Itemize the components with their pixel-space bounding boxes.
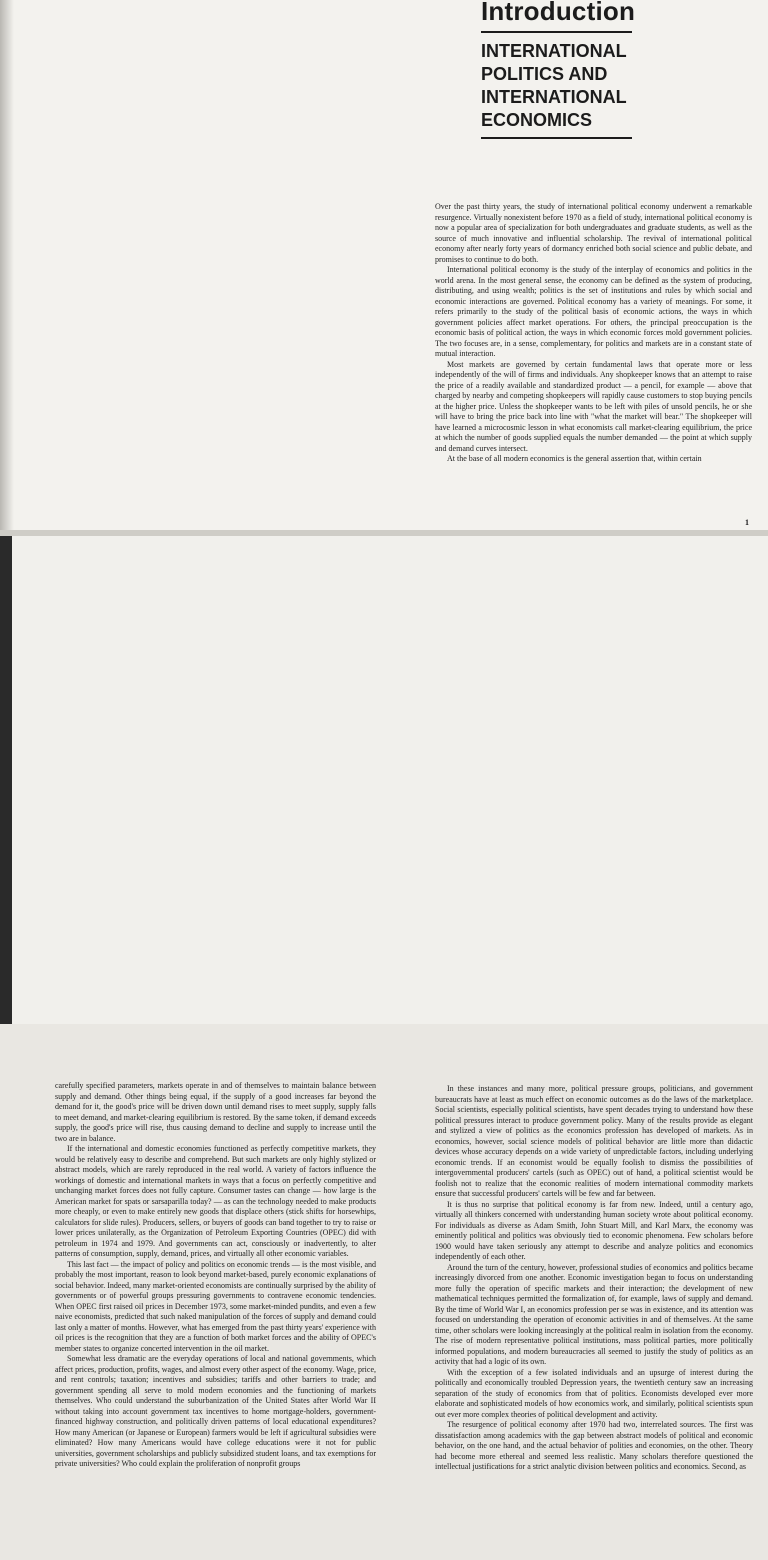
paragraph: At the base of all modern economics is the general assertion that, within certain bbox=[447, 454, 702, 463]
paragraph: This last fact — the impact of policy and politics on economic trends — is the most visible, and probably the most important, reason to look beyond market-based, purely economic explanations of social behavior. Indeed, many market-oriented economists are continually surprised by the ability of governments or of powerful groups pressuring governments to contravene economic tendencies. When OPEC first raised oil prices in December 1973, some market-minded pundits, and even a few naive economists, predicted that such naked manipulation of the forces of supply and demand could last only a matter of months. However, what has emerged from the past thirty years' experience with oil prices is the recognition that they are a function of both market forces and the ability of OPEC's member states to organize concerted intervention in the oil market. bbox=[55, 1259, 376, 1353]
paragraph: In these instances and many more, political pressure groups, politicians, and government bureaucrats have at least as much effect on economic outcomes as do the laws of the marketplace. Social scientists, especially political scientists, have spent decades trying to understand how these political pressures interact to produce government policy. Many of the results provide as elegant and stylized a view of politics as the economics profession has developed of markets. As in economics, however, social science models of political behavior are little more than didactic devices whose accuracy depends on a wide variety of unpredictable factors, including underlying economic trends. If an economist would be equally foolish to dismiss the possibilities of intergovernmental producers' cartels (such as OPEC) out of hand, a political scientist would be foolish not to realize that the economic realities of modern international commodity markets ensure that successful producers' cartels will be few and far between. bbox=[435, 1084, 753, 1198]
page-two-right-column bbox=[435, 1084, 753, 1560]
paragraph: Somewhat less dramatic are the everyday operations of local and national governments, which affect prices, production, profits, wages, and almost every other aspect of the economy. Wage, price, and rent controls; taxation; incentives and subsidies; tariffs and other barriers to trade; and government spending all serve to mold modern economies and the functioning of markets themselves. Who could understand the suburbanization of the United States after World War II without taking into account government tax incentives to home mortgage-holders, government-financed highway construction, and politically driven patterns of local educational expenditures? How many American (or Japanese or European) farmers would be left if agricultural subsidies were eliminated? How many Americans would have college educations were it not for public universities, government scholarships and publicly subsidized student loans, and tax exemptions for private universities? Who could explain the proliferation of nonprofit groups bbox=[55, 1354, 376, 1468]
page-number: 1 bbox=[745, 518, 749, 527]
title-rule-bottom bbox=[481, 137, 632, 139]
page-two bbox=[0, 536, 768, 1471]
title-line: INTERNATIONAL bbox=[481, 87, 627, 107]
binding-edge bbox=[0, 536, 12, 1024]
chapter-title bbox=[481, 40, 627, 132]
title-rule-top bbox=[481, 31, 632, 33]
gutter-shadow bbox=[0, 0, 14, 530]
title-line: POLITICS AND bbox=[481, 64, 608, 84]
paragraph: It is thus no surprise that political economy is far from new. Indeed, until a century ago, virtually all thinkers concerned with understanding human society wrote about political economy. For individuals as diverse as Adam Smith, John Stuart Mill, and Karl Marx, the economy was eminently political and politics was obviously tied to economic phenomena. Few scholars before 1900 would have taken seriously any attempt to describe and analyze politics and economics independently of each other. bbox=[435, 1199, 753, 1261]
paragraph: The resurgence of political economy after 1970 had two, interrelated sources. The first was dissatisfaction among academics with the gap between abstract models of political and economic behavior, on the one hand, and the actual behavior of polities and economies, on the other. Theory had become more ethereal and seemed less realistic. Many scholars therefore questioned the intellectual justifications for a strict analytic division between politics and economics. Second, as bbox=[435, 1420, 753, 1471]
title-line: INTERNATIONAL bbox=[481, 41, 627, 61]
paragraph: With the exception of a few isolated individuals and an upsurge of interest during the politically and economically troubled Depression years, the twentieth century saw an increasing separation of the study of economics from that of politics. Economists developed ever more elaborate and sophisticated models of how economics work, and similarly, political scientists spun out ever more complex theories of political development and activity. bbox=[435, 1367, 753, 1419]
paragraph: International political economy is the study of the interplay of economics and politics in the world arena. In the most general sense, the economy can be defined as the system of producing, distributing, and using wealth; politics is the set of institutions and rules by which social and economic interactions are governed. Political economy has a variety of meanings. For some, it refers primarily to the study of the political basis of economic actions, the ways in which government policies affect market operations. For others, the principal preoccupation is the economic basis of political action, the ways in which economic forces mold government policies. The two focuses are, in a sense, complementary, for politics and markets are in a constant state of mutual interaction. bbox=[435, 265, 752, 358]
page-one bbox=[0, 0, 768, 530]
chapter-label: Introduction bbox=[481, 0, 636, 26]
paragraph: Around the turn of the century, however, professional studies of economics and politics became increasingly divorced from one another. Economic investigation began to focus on understanding more fully the operation of specific markets and their interaction; the development of new mathematical techniques permitted the formalization of, for example, laws of supply and demand. By the time of World War I, an economics profession per se was in existence, and its attention was focused on understanding the operation of economic activities in and of themselves. At the same time, other scholars were looking increasingly at the political realm in isolation from the economy. The rise of modern representative political institutions, mass political parties, more politically informed populations, and modern bureaucracies all seemed to justify the study of politics as an activity that had a logic of its own. bbox=[435, 1262, 753, 1366]
paragraph: carefully specified parameters, markets operate in and of themselves to maintain balance between supply and demand. Other things being equal, if the supply of a good increases far beyond the demand for it, the good's price will be driven down until demand rises to meet supply, supply falls to meet demand, and market-clearing equilibrium is restored. By the same token, if demand exceeds supply, the good's price will rise, thus causing demand to decline and supply to increase until the two are in balance. bbox=[55, 1081, 376, 1143]
paragraph: Over the past thirty years, the study of international political economy underwent a remarkable resurgence. Virtually nonexistent before 1970 as a field of study, international political economy is now a popular area of specialization for both undergraduates and graduate students, as well as the source of much innovative and influential scholarship. The revival of international political economy after nearly forty years of dormancy enriched both social science and public debate, and promises to continue to do both. bbox=[435, 202, 752, 264]
paragraph: If the international and domestic economies functioned as perfectly competitive markets, they would be relatively easy to describe and comprehend. But such markets are only highly stylized or abstract models, which are rarely reproduced in the real world. A variety of factors influence the workings of domestic and international markets in ways that a focus on perfectly competitive and unchanging market forces does not fully capture. Consumer tastes can change — how large is the American market for spats or sarsaparilla today? — as can the technology needed to make products more cheaply, or even to make entirely new goods that displace others (stick shifts for horsewhips, calculators for slide rules). Producers, sellers, or buyers of goods can band together to try to raise or lower prices unilaterally, as the Organization of Petroleum Exporting Countries (OPEC) did with petroleum in 1974 and 1979. And governments can act, consciously or inadvertently, to alter patterns of consumption, supply, demand, prices, and virtually all other economic variables. bbox=[55, 1144, 376, 1258]
page-one-text-column bbox=[435, 202, 752, 514]
page-two-left-column bbox=[55, 1081, 376, 1560]
paragraph: Most markets are governed by certain fundamental laws that operate more or less independently of the will of firms and individuals. Any shopkeeper knows that an attempt to raise the price of a readily available and standardized product — a pencil, for example — above that charged by nearby and competing shopkeepers will rapidly cause customers to stop buying pencils at the higher price. Unless the shopkeeper wants to be left with piles of unsold pencils, he or she will have to bring the price back into line with "what the market will bear." The shopkeeper will have learned a microcosmic lesson in what economists call market-clearing equilibrium, the price at which the number of goods supplied equals the number demanded — the point at which supply and demand curves intersect. bbox=[435, 359, 752, 453]
title-line: ECONOMICS bbox=[481, 110, 593, 130]
